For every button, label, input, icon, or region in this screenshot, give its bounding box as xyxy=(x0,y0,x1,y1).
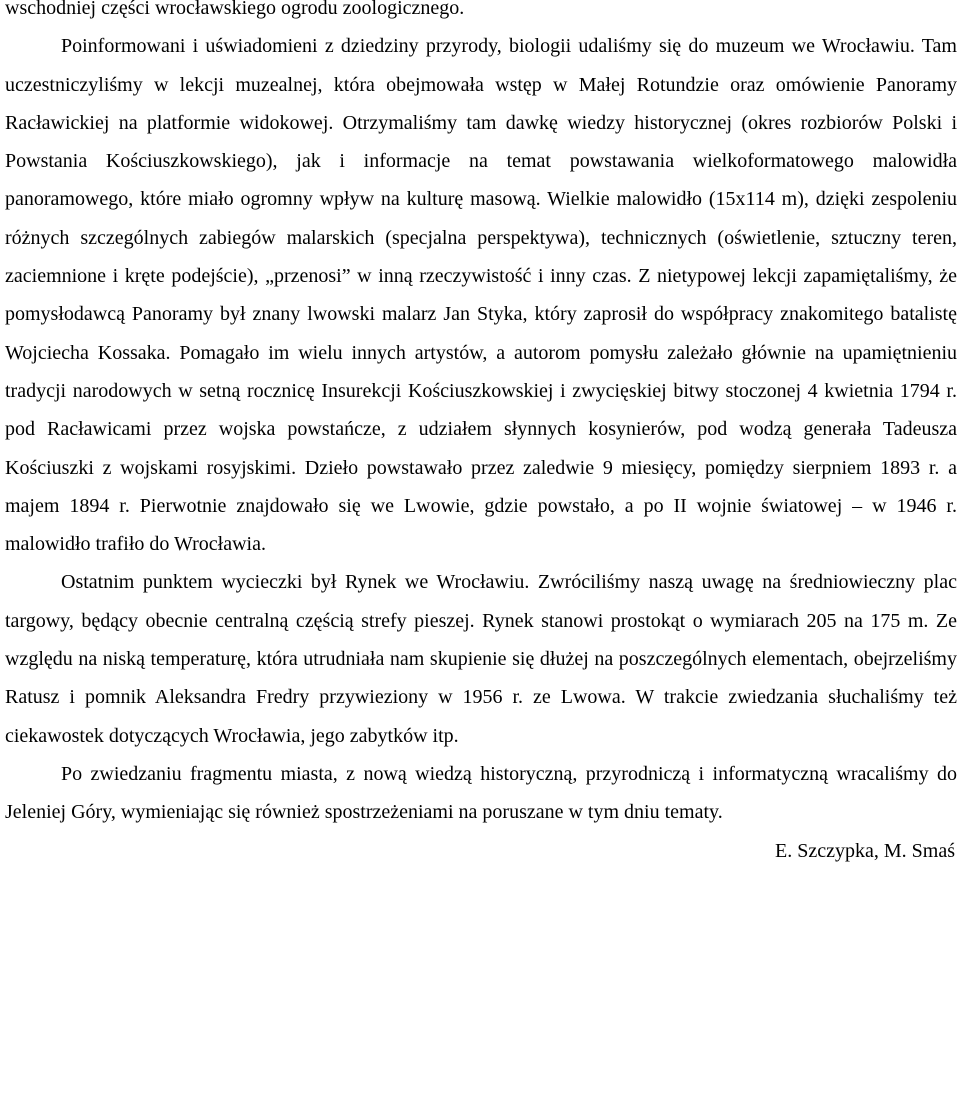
paragraph-return-trip: Po zwiedzaniu fragmentu miasta, z nową wiedzą historyczną, przyrodniczą i informatyczną wracaliśmy do Jeleniej Góry, wymieniając się również spostrzeżeniami na poruszane w tym dniu tematy. xyxy=(5,762,957,824)
paragraph-continuation: wschodniej części wrocławskiego ogrodu zoologicznego. xyxy=(5,0,465,19)
document-page xyxy=(5,0,957,870)
paragraph-museum-panorama: Poinformowani i uświadomieni z dziedziny przyrody, biologii udaliśmy się do muzeum we Wrocławiu. Tam uczestniczyliśmy w lekcji muzealnej, która obejmowała wstęp w Małej Rotundzie oraz omówienie Panoramy Racławickiej na platformie widokowej. Otrzymaliśmy tam dawkę wiedzy historycznej (okres rozbiorów Polski i Powstania Kościuszkowskiego), jak i informacje na temat powstawania wielkoformatowego malowidła panoramowego, które miało ogromny wpływ na kulturę masową. Wielkie malowidło (15x114 m), dzięki zespoleniu różnych szczególnych zabiegów malarskich (specjalna perspektywa), technicznych (oświetlenie, sztuczny teren, zaciemnione i kręte podejście), „przenosi” w inną rzeczywistość i inny czas. Z nietypowej lekcji zapamiętaliśmy, że pomysłodawcą Panoramy był znany lwowski malarz Jan Styka, który zaprosił do współpracy znakomitego batalistę Wojciecha Kossaka. Pomagało im wielu innych artystów, a autorom pomysłu zależało głównie na upamiętnieniu tradycji narodowych w setną rocznicę Insurekcji Kościuszkowskiej i zwycięskiej bitwy stoczonej 4 kwietnia 1794 r. pod Racławicami przez wojska powstańcze, z udziałem słynnych kosynierów, pod wodzą generała Tadeusza Kościuszki z wojskami rosyjskimi. Dzieło powstawało przez zaledwie 9 miesięcy, pomiędzy sierpniem 1893 r. a majem 1894 r. Pierwotnie znajdowało się we Lwowie, gdzie powstało, a po II wojnie światowej – w 1946 r. malowidło trafiło do Wrocławia. xyxy=(5,35,957,556)
author-signature: E. Szczypka, M. Smaś xyxy=(775,839,955,862)
paragraph-market-square: Ostatnim punktem wycieczki był Rynek we Wrocławiu. Zwróciliśmy naszą uwagę na średniowieczny plac targowy, będący obecnie centralną częścią strefy pieszej. Rynek stanowi prostokąt o wymiarach 205 na 175 m. Ze względu na niską temperaturę, która utrudniała nam skupienie się dłużej na poszczególnych elementach, obejrzeliśmy Ratusz i pomnik Aleksandra Fredry przywieziony w 1956 r. ze Lwowa. W trakcie zwiedzania słuchaliśmy też ciekawostek dotyczących Wrocławia, jego zabytków itp. xyxy=(5,571,957,747)
